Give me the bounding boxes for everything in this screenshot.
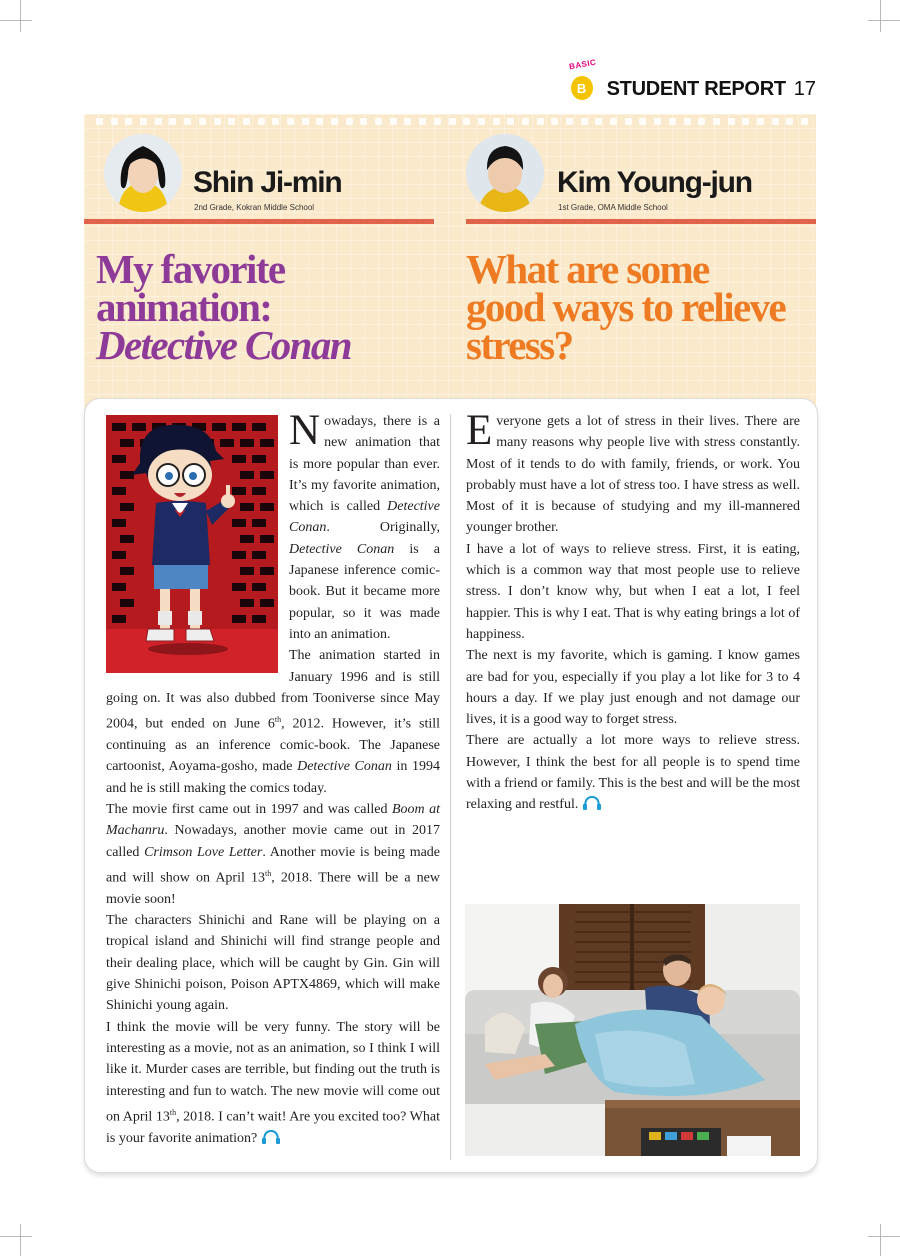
author-school: 2nd Grade, Kokran Middle School	[194, 203, 315, 212]
paragraph: Nowadays, there is a new animation that is more popular than ever. It’s my favorite animation, which is called Detective Conan. Originally, Detective Conan is a Japanese inference comic-book. But it became more popular, so it was made into an animation.	[289, 407, 440, 642]
family-photo	[465, 904, 800, 1156]
title-line: good ways to relieve	[466, 284, 786, 330]
title-line	[96, 322, 351, 368]
crop-mark	[868, 20, 900, 21]
avatar	[104, 134, 182, 212]
crop-mark	[0, 20, 32, 21]
headphones-icon	[582, 795, 602, 811]
title-line: animation:	[96, 284, 272, 330]
section-title: STUDENT REPORT	[606, 77, 786, 100]
crop-mark	[0, 1236, 32, 1237]
author-name: Shin Ji-min	[193, 166, 342, 199]
crop-mark	[880, 1224, 881, 1256]
article-title-right	[466, 246, 786, 368]
title-italic: Detective Conan	[96, 322, 351, 368]
column-divider	[450, 414, 451, 1160]
crop-mark	[20, 0, 21, 32]
avatar	[466, 134, 544, 212]
paragraph: Everyone gets a lot of stress in their lives. There are many reasons why people live with stress constantly. Most of it tends to do with family, friends, or work. You probably must have a lot of stress too. I have stress as well. Most of it is because of studying and my ill-mannered younger brother.	[466, 407, 800, 536]
page-header	[568, 57, 816, 106]
crop-mark	[20, 1224, 21, 1256]
paragraph: The animation started in January 1996 and is still going on. It was also dubbed from Tooniverse since May 2004, but ended on June 6th, 2012. However, it’s still continuing as an inference comic-book. The Japanese cartoonist, Aoyama-gosho, made Detective Conan in 1994 and he is still making the comics today.	[106, 648, 441, 796]
badge-small-text: BASIC	[568, 57, 597, 72]
paragraph: There are actually a lot more ways to relieve stress. However, I think the best for all people is to spend time with a friend or family. This is the best and will be the most relaxing and restful.	[466, 733, 800, 813]
article-body-right	[466, 407, 800, 816]
paragraph: I have a lot of ways to relieve stress. First, it is eating, which is a common way that most people use to relieve stress. I don’t know why, but when I eat a lot, I feel happier. This is why I eat. That is why eating brings a lot of happiness.	[466, 541, 800, 642]
basic-badge-logo	[568, 57, 601, 106]
accent-divider	[466, 219, 816, 224]
crop-mark	[880, 0, 881, 32]
drop-cap: N	[289, 407, 321, 454]
page-number: 17	[793, 77, 816, 100]
title-line: What are some	[466, 246, 709, 292]
article-body-left	[106, 407, 441, 1149]
author-school: 1st Grade, OMA Middle School	[558, 203, 668, 212]
author-name: Kim Young-jun	[557, 166, 752, 199]
badge-letter: B	[571, 76, 593, 100]
title-line: stress?	[466, 322, 573, 368]
crop-mark	[868, 1236, 900, 1237]
detective-conan-image	[106, 415, 278, 673]
drop-cap: E	[466, 407, 493, 454]
paragraph: The next is my favorite, which is gaming. I know games are bad for you, especially if you play a lot like for 3 to 4 hours a day. If we play just enough and not damage our lives, it is a good way to forget stress.	[466, 648, 800, 728]
paragraph: The movie first came out in 1997 and was called Boom at Machanru. Nowadays, another movie came out in 2017 called Crimson Love Letter. Another movie is being made and will show on April 13th, 2018. There will be a new movie soon!	[106, 802, 441, 907]
notebook-holes	[96, 118, 808, 128]
accent-divider	[84, 219, 434, 224]
paragraph: The characters Shinichi and Rane will be playing on a tropical island and Shinichi will find strange people and their dealing place, which will be caught by Gin. Gin will give Shinichi poison, Poison APTX4869, which will make Shinichi young again.	[106, 913, 440, 1014]
title-line: My favorite	[96, 246, 285, 292]
article-title-left	[96, 246, 351, 368]
headphones-icon	[261, 1129, 281, 1145]
paragraph: I think the movie will be very funny. The story will be interesting as a movie, not as an animation, so I think I will like it. Murder cases are terrible, but finding out the truth is interesting and fun to watch. The new movie will come out on April 13th, 2018. I can’t wait! Are you excited too? What is your favorite animation?	[106, 1019, 440, 1146]
